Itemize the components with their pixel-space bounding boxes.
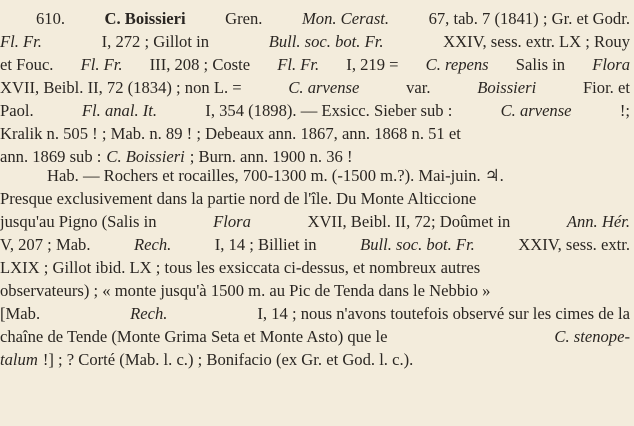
species-entry-paragraph — [0, 7, 634, 168]
text-segment: XXIV, sess. extr. — [518, 235, 630, 254]
italic-text-segment: Mon. Cerast. — [301, 9, 390, 28]
text-segment: Kralik n. 505 ! ; Mab. n. 89 ! ; Debeaux ann. 1867, ann. 1868 n. 51 et — [0, 124, 461, 143]
italic-text-segment: talum — [0, 350, 38, 369]
text-segment: III, 208 ; Coste — [149, 55, 251, 74]
text-segment: !; — [619, 101, 630, 120]
text-line — [0, 279, 634, 302]
text-line — [0, 233, 634, 256]
text-segment: XVII, Beibl. II, 72; Doûmet in — [307, 212, 511, 231]
text-segment: I, 14 ; nous n'avons toutefois observé sur les cimes de la — [257, 304, 630, 323]
text-segment: LXIX ; Gillot ibid. LX ; tous les exsiccata ci-dessus, et nombreux autres — [0, 258, 481, 277]
italic-text-segment: Bull. soc. bot. Fr. — [360, 235, 475, 254]
text-line — [0, 53, 634, 76]
italic-text-segment: Ann. Hér. — [566, 212, 630, 231]
text-segment: I, 14 ; Billiet in — [214, 235, 317, 254]
text-segment: Hab. — Rochers et rocailles, 700-1300 m. (-1500 m.?). Mai-juin. ♃. — [47, 166, 504, 185]
text-segment: V, 207 ; Mab. — [0, 235, 91, 254]
text-line — [0, 325, 634, 348]
text-line — [0, 122, 634, 145]
text-segment: I, 354 (1898). — Exsicc. Sieber sub : — [205, 101, 453, 120]
text-line — [0, 30, 634, 53]
text-segment: var. — [406, 78, 431, 97]
italic-text-segment: C. arvense — [288, 78, 360, 97]
text-segment: [Mab. — [0, 304, 41, 323]
text-line — [0, 256, 634, 279]
italic-text-segment: Flora — [213, 212, 251, 231]
text-line — [0, 76, 634, 99]
text-line — [0, 7, 634, 30]
italic-text-segment: C. arvense — [500, 101, 572, 120]
text-segment: ; Burn. ann. 1900 n. 36 ! — [189, 147, 353, 166]
italic-text-segment: Rech. — [130, 304, 168, 323]
text-segment: I, 219 = — [346, 55, 399, 74]
habitat-paragraph — [0, 164, 634, 371]
text-line — [0, 164, 634, 187]
text-line — [0, 187, 634, 210]
text-segment: I, 272 ; Gillot in — [101, 32, 210, 51]
italic-text-segment: Rech. — [133, 235, 172, 254]
text-segment: 67, tab. 7 (1841) ; Gr. et Godr. — [428, 9, 630, 28]
text-segment: !] ; ? Corté (Mab. l. c.) ; Bonifacio (ex Gr. et God. l. c.). — [42, 350, 414, 369]
text-segment: observateurs) ; « monte jusqu'à 1500 m. au Pic de Tenda dans le Nebbio » — [0, 281, 491, 300]
text-line — [0, 302, 634, 325]
text-segment: 610. — [36, 9, 66, 28]
italic-text-segment: Fl. Fr. — [80, 55, 123, 74]
bold-text-segment: C. Boissieri — [104, 9, 186, 28]
text-line — [0, 348, 634, 371]
italic-text-segment: Fl. anal. It. — [81, 101, 158, 120]
italic-text-segment: Bull. soc. bot. Fr. — [268, 32, 384, 51]
text-segment: chaîne de Tende (Monte Grima Seta et Monte Asto) que le — [0, 327, 388, 346]
italic-text-segment: Fl. Fr. — [277, 55, 320, 74]
italic-text-segment: C. repens — [425, 55, 489, 74]
italic-text-segment: Flora — [592, 55, 630, 74]
text-segment: ann. 1869 sub : — [0, 147, 102, 166]
text-line — [0, 99, 634, 122]
text-segment: XXIV, sess. extr. LX ; Rouy — [443, 32, 630, 51]
text-segment: Paol. — [0, 101, 34, 120]
text-segment: jusqu'au Pigno (Salis in — [0, 212, 157, 231]
text-segment: Gren. — [225, 9, 263, 28]
italic-text-segment: Fl. Fr. — [0, 32, 42, 51]
text-segment: Fior. et — [582, 78, 630, 97]
italic-text-segment: Boissieri — [477, 78, 537, 97]
italic-text-segment: C. Boissieri — [106, 147, 185, 166]
text-segment: et Fouc. — [0, 55, 54, 74]
italic-text-segment: C. stenope- — [554, 327, 630, 346]
text-line — [0, 210, 634, 233]
text-segment: Presque exclusivement dans la partie nord de l'île. Du Monte Alticcione — [0, 189, 477, 208]
text-segment: XVII, Beibl. II, 72 (1834) ; non L. = — [0, 78, 242, 97]
text-segment: Salis in — [515, 55, 566, 74]
